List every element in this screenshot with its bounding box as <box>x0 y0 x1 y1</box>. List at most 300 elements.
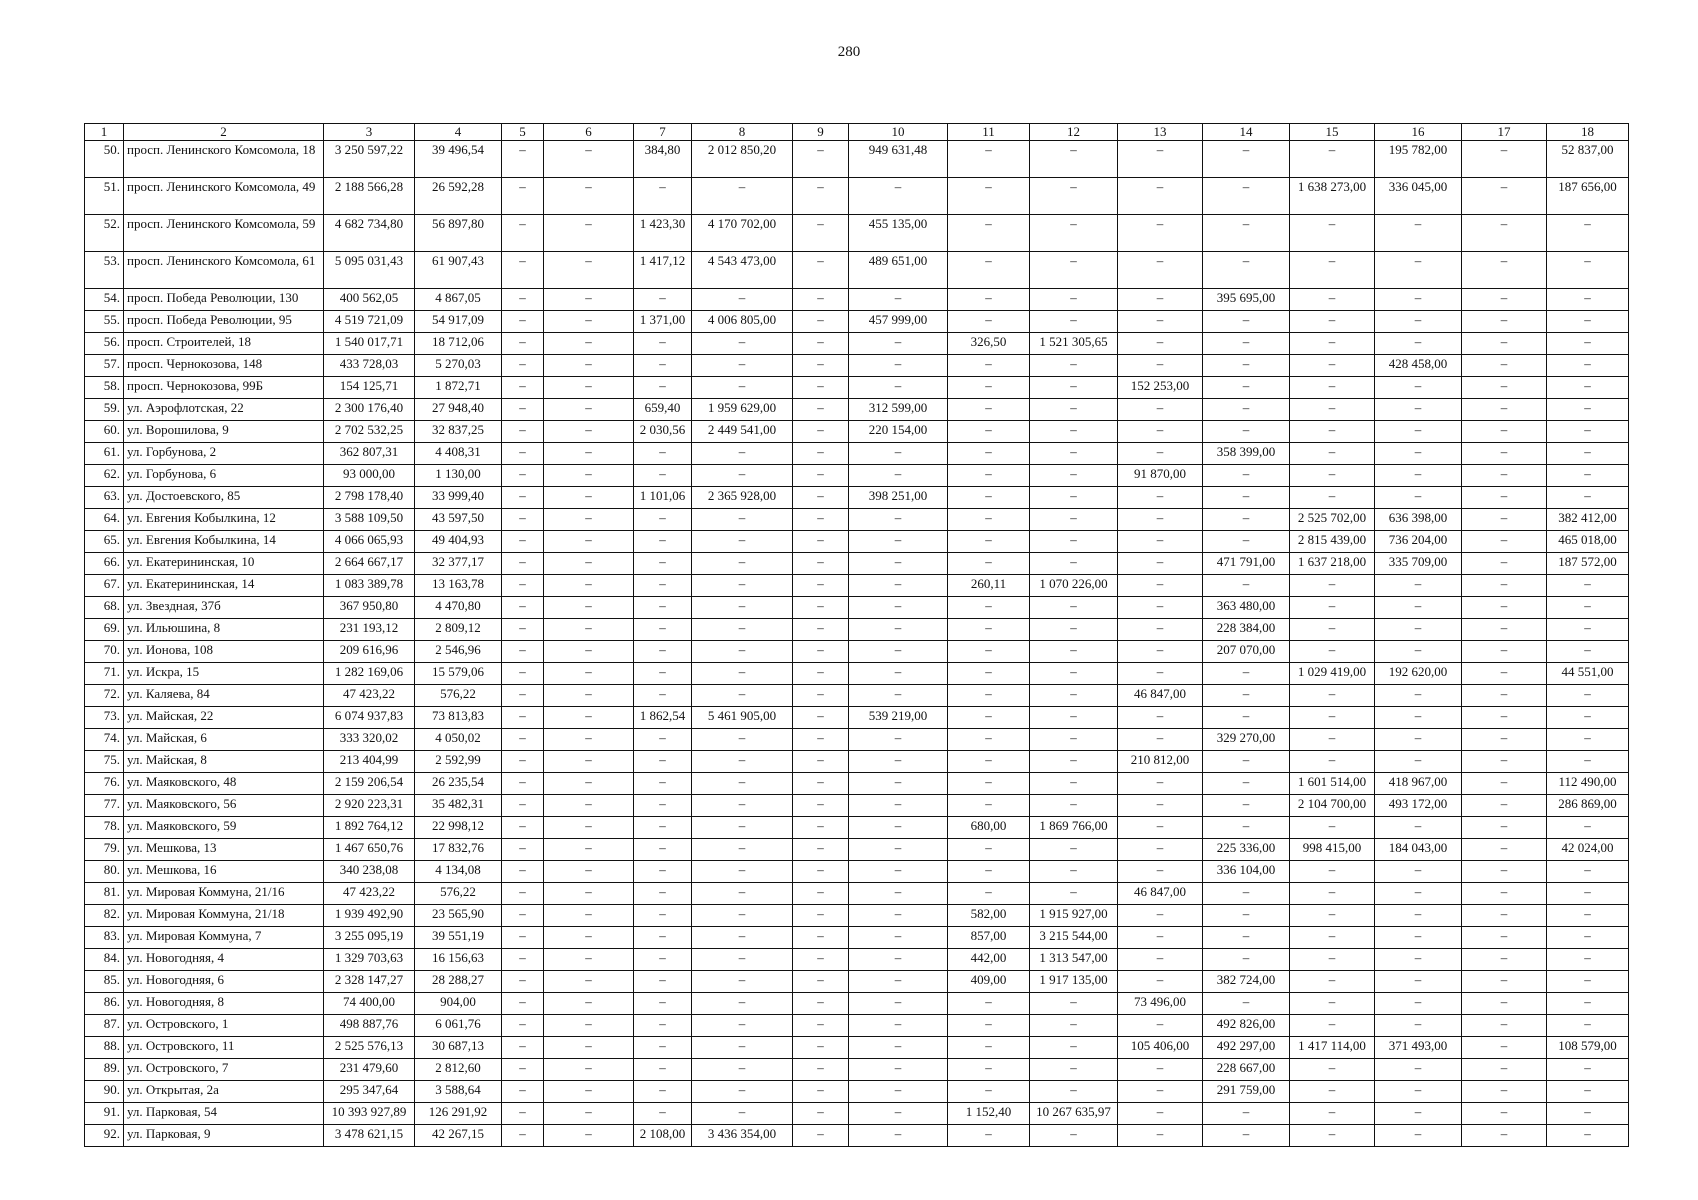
value-cell: – <box>849 289 948 311</box>
value-cell: 17 832,76 <box>415 839 502 861</box>
address-cell: ул. Мировая Коммуна, 21/18 <box>124 905 324 927</box>
value-cell: – <box>948 1125 1030 1147</box>
value-cell: – <box>544 215 634 252</box>
column-header: 9 <box>793 124 849 141</box>
value-cell: – <box>544 707 634 729</box>
value-cell: – <box>544 509 634 531</box>
value-cell: – <box>1375 883 1462 905</box>
value-cell: – <box>502 597 544 619</box>
value-cell: – <box>502 817 544 839</box>
row-number-cell: 84. <box>85 949 124 971</box>
value-cell: – <box>502 377 544 399</box>
value-cell: – <box>1203 421 1290 443</box>
table-row <box>85 883 1629 905</box>
row-number-cell: 54. <box>85 289 124 311</box>
value-cell: 73 496,00 <box>1118 993 1203 1015</box>
value-cell: – <box>1375 252 1462 289</box>
value-cell: – <box>502 333 544 355</box>
value-cell: – <box>1118 905 1203 927</box>
value-cell: 2 104 700,00 <box>1290 795 1375 817</box>
value-cell: – <box>1547 619 1629 641</box>
value-cell: – <box>1203 795 1290 817</box>
value-cell: – <box>1290 377 1375 399</box>
value-cell: – <box>849 773 948 795</box>
value-cell: – <box>634 553 692 575</box>
row-number-cell: 55. <box>85 311 124 333</box>
address-cell: ул. Островского, 1 <box>124 1015 324 1037</box>
value-cell: 3 255 095,19 <box>324 927 415 949</box>
value-cell: – <box>544 553 634 575</box>
value-cell: – <box>1030 1015 1118 1037</box>
value-cell: – <box>1290 311 1375 333</box>
value-cell: 680,00 <box>948 817 1030 839</box>
value-cell: – <box>948 1037 1030 1059</box>
value-cell: – <box>634 817 692 839</box>
address-cell: ул. Парковая, 54 <box>124 1103 324 1125</box>
value-cell: – <box>849 663 948 685</box>
value-cell: – <box>1118 817 1203 839</box>
value-cell: – <box>849 1059 948 1081</box>
value-cell: 3 250 597,22 <box>324 141 415 178</box>
value-cell: – <box>793 1059 849 1081</box>
table-row <box>85 421 1629 443</box>
address-cell: ул. Ионова, 108 <box>124 641 324 663</box>
value-cell: – <box>849 333 948 355</box>
value-cell: – <box>502 443 544 465</box>
value-cell: – <box>793 707 849 729</box>
value-cell: – <box>692 575 793 597</box>
value-cell: – <box>1290 641 1375 663</box>
value-cell: – <box>634 795 692 817</box>
address-cell: ул. Евгения Кобылкина, 12 <box>124 509 324 531</box>
value-cell: 336 104,00 <box>1203 861 1290 883</box>
value-cell: 400 562,05 <box>324 289 415 311</box>
value-cell: – <box>692 355 793 377</box>
value-cell: – <box>1375 1125 1462 1147</box>
row-number-cell: 81. <box>85 883 124 905</box>
value-cell: – <box>948 751 1030 773</box>
value-cell: – <box>849 971 948 993</box>
value-cell: – <box>1290 355 1375 377</box>
value-cell: 47 423,22 <box>324 883 415 905</box>
value-cell: – <box>1290 905 1375 927</box>
value-cell: – <box>793 993 849 1015</box>
value-cell: – <box>1547 597 1629 619</box>
address-cell: ул. Новогодняя, 6 <box>124 971 324 993</box>
value-cell: – <box>1118 443 1203 465</box>
value-cell: – <box>1462 619 1547 641</box>
value-cell: 4 050,02 <box>415 729 502 751</box>
value-cell: – <box>502 685 544 707</box>
value-cell: – <box>1118 795 1203 817</box>
value-cell: – <box>692 773 793 795</box>
value-cell: – <box>692 1059 793 1081</box>
value-cell: – <box>1118 597 1203 619</box>
value-cell: – <box>1118 1103 1203 1125</box>
value-cell: – <box>793 421 849 443</box>
address-cell: просп. Ленинского Комсомола, 49 <box>124 178 324 215</box>
value-cell: – <box>1030 252 1118 289</box>
value-cell: 335 709,00 <box>1375 553 1462 575</box>
value-cell: – <box>948 839 1030 861</box>
value-cell: – <box>1030 839 1118 861</box>
value-cell: – <box>1547 729 1629 751</box>
value-cell: – <box>1290 289 1375 311</box>
value-cell: 2 300 176,40 <box>324 399 415 421</box>
value-cell: – <box>793 531 849 553</box>
table-row <box>85 355 1629 377</box>
address-cell: ул. Евгения Кобылкина, 14 <box>124 531 324 553</box>
value-cell: 2 030,56 <box>634 421 692 443</box>
row-number-cell: 57. <box>85 355 124 377</box>
value-cell: – <box>793 817 849 839</box>
value-cell: – <box>948 619 1030 641</box>
value-cell: – <box>793 839 849 861</box>
value-cell: – <box>544 817 634 839</box>
value-cell: – <box>849 927 948 949</box>
value-cell: – <box>1030 443 1118 465</box>
value-cell: – <box>1290 707 1375 729</box>
row-number-cell: 78. <box>85 817 124 839</box>
table-row <box>85 1103 1629 1125</box>
value-cell: – <box>948 399 1030 421</box>
value-cell: – <box>849 1125 948 1147</box>
row-number-cell: 72. <box>85 685 124 707</box>
value-cell: – <box>793 311 849 333</box>
value-cell: – <box>1462 421 1547 443</box>
value-cell: – <box>1118 355 1203 377</box>
row-number-cell: 58. <box>85 377 124 399</box>
value-cell: – <box>544 421 634 443</box>
value-cell: – <box>1030 141 1118 178</box>
value-cell: – <box>793 487 849 509</box>
value-cell: – <box>1462 141 1547 178</box>
value-cell: – <box>692 1015 793 1037</box>
value-cell: – <box>634 465 692 487</box>
column-header: 6 <box>544 124 634 141</box>
value-cell: – <box>793 377 849 399</box>
value-cell: – <box>1375 949 1462 971</box>
value-cell: – <box>948 861 1030 883</box>
value-cell: 6 074 937,83 <box>324 707 415 729</box>
value-cell: – <box>1375 971 1462 993</box>
value-cell: – <box>634 949 692 971</box>
column-header: 13 <box>1118 124 1203 141</box>
address-cell: ул. Маяковского, 48 <box>124 773 324 795</box>
value-cell: – <box>793 465 849 487</box>
value-cell: – <box>1547 949 1629 971</box>
value-cell: 1 862,54 <box>634 707 692 729</box>
value-cell: 409,00 <box>948 971 1030 993</box>
value-cell: – <box>948 773 1030 795</box>
value-cell: 1 417 114,00 <box>1290 1037 1375 1059</box>
value-cell: 1 130,00 <box>415 465 502 487</box>
value-cell: – <box>544 1125 634 1147</box>
value-cell: 32 837,25 <box>415 421 502 443</box>
value-cell: – <box>1375 215 1462 252</box>
value-cell: – <box>1030 751 1118 773</box>
value-cell: – <box>502 1037 544 1059</box>
value-cell: 358 399,00 <box>1203 443 1290 465</box>
value-cell: – <box>948 487 1030 509</box>
value-cell: – <box>1375 1015 1462 1037</box>
value-cell: – <box>1203 465 1290 487</box>
value-cell: 231 193,12 <box>324 619 415 641</box>
row-number-cell: 73. <box>85 707 124 729</box>
value-cell: – <box>1462 355 1547 377</box>
value-cell: – <box>692 949 793 971</box>
value-cell: – <box>692 971 793 993</box>
value-cell: – <box>544 465 634 487</box>
value-cell: – <box>1030 1125 1118 1147</box>
row-number-cell: 68. <box>85 597 124 619</box>
table-row <box>85 1081 1629 1103</box>
value-cell: 1 329 703,63 <box>324 949 415 971</box>
table-row <box>85 619 1629 641</box>
value-cell: 1 070 226,00 <box>1030 575 1118 597</box>
value-cell: – <box>793 663 849 685</box>
value-cell: – <box>1118 949 1203 971</box>
row-number-cell: 56. <box>85 333 124 355</box>
table-row <box>85 817 1629 839</box>
value-cell: – <box>544 773 634 795</box>
value-cell: – <box>1203 751 1290 773</box>
value-cell: – <box>502 1103 544 1125</box>
value-cell: – <box>793 685 849 707</box>
value-cell: – <box>544 333 634 355</box>
value-cell: – <box>1203 707 1290 729</box>
value-cell: – <box>502 421 544 443</box>
value-cell: – <box>1203 509 1290 531</box>
address-cell: просп. Ленинского Комсомола, 18 <box>124 141 324 178</box>
value-cell: – <box>948 141 1030 178</box>
value-cell: – <box>1203 949 1290 971</box>
value-cell: 195 782,00 <box>1375 141 1462 178</box>
value-cell: 46 847,00 <box>1118 685 1203 707</box>
value-cell: 26 592,28 <box>415 178 502 215</box>
value-cell: – <box>793 905 849 927</box>
value-cell: 636 398,00 <box>1375 509 1462 531</box>
value-cell: – <box>502 215 544 252</box>
value-cell: 13 163,78 <box>415 575 502 597</box>
value-cell: – <box>634 663 692 685</box>
value-cell: – <box>544 289 634 311</box>
value-cell: – <box>948 465 1030 487</box>
value-cell: 362 807,31 <box>324 443 415 465</box>
value-cell: – <box>1375 751 1462 773</box>
value-cell: – <box>502 1015 544 1037</box>
value-cell: – <box>692 289 793 311</box>
value-cell: – <box>1118 707 1203 729</box>
value-cell: 52 837,00 <box>1547 141 1629 178</box>
value-cell: – <box>1118 927 1203 949</box>
value-cell: – <box>793 1103 849 1125</box>
value-cell: – <box>1118 1015 1203 1037</box>
value-cell: 418 967,00 <box>1375 773 1462 795</box>
value-cell: – <box>1030 531 1118 553</box>
value-cell: 2 815 439,00 <box>1290 531 1375 553</box>
value-cell: 2 812,60 <box>415 1059 502 1081</box>
value-cell: – <box>1118 509 1203 531</box>
value-cell: – <box>502 178 544 215</box>
value-cell: 220 154,00 <box>849 421 948 443</box>
value-cell: – <box>948 311 1030 333</box>
address-cell: ул. Парковая, 9 <box>124 1125 324 1147</box>
value-cell: – <box>948 289 1030 311</box>
value-cell: – <box>692 927 793 949</box>
value-cell: – <box>793 641 849 663</box>
value-cell: – <box>1462 949 1547 971</box>
table-row <box>85 773 1629 795</box>
row-number-cell: 83. <box>85 927 124 949</box>
value-cell: – <box>634 597 692 619</box>
value-cell: 2 546,96 <box>415 641 502 663</box>
value-cell: – <box>544 252 634 289</box>
value-cell: 2 592,99 <box>415 751 502 773</box>
column-header: 5 <box>502 124 544 141</box>
value-cell: – <box>849 795 948 817</box>
value-cell: – <box>1547 443 1629 465</box>
value-cell: – <box>692 1103 793 1125</box>
value-cell: 576,22 <box>415 685 502 707</box>
value-cell: 108 579,00 <box>1547 1037 1629 1059</box>
value-cell: – <box>502 751 544 773</box>
value-cell: – <box>1290 1059 1375 1081</box>
value-cell: – <box>502 707 544 729</box>
value-cell: 6 061,76 <box>415 1015 502 1037</box>
address-cell: ул. Ворошилова, 9 <box>124 421 324 443</box>
value-cell: – <box>1290 971 1375 993</box>
value-cell: 857,00 <box>948 927 1030 949</box>
value-cell: 1 152,40 <box>948 1103 1030 1125</box>
value-cell: – <box>1462 707 1547 729</box>
value-cell: 1 869 766,00 <box>1030 817 1118 839</box>
value-cell: – <box>1547 399 1629 421</box>
value-cell: – <box>793 1125 849 1147</box>
value-cell: – <box>1462 333 1547 355</box>
value-cell: – <box>1203 685 1290 707</box>
value-cell: – <box>502 993 544 1015</box>
address-cell: ул. Искра, 15 <box>124 663 324 685</box>
value-cell: 1 083 389,78 <box>324 575 415 597</box>
value-cell: – <box>634 685 692 707</box>
value-cell: – <box>634 575 692 597</box>
value-cell: 4 519 721,09 <box>324 311 415 333</box>
value-cell: 1 959 629,00 <box>692 399 793 421</box>
value-cell: – <box>502 663 544 685</box>
value-cell: – <box>1375 1059 1462 1081</box>
value-cell: – <box>1203 487 1290 509</box>
value-cell: – <box>692 443 793 465</box>
value-cell: – <box>793 619 849 641</box>
value-cell: – <box>1462 641 1547 663</box>
value-cell: – <box>544 443 634 465</box>
value-cell: – <box>1203 663 1290 685</box>
value-cell: – <box>1118 553 1203 575</box>
column-header: 4 <box>415 124 502 141</box>
value-cell: – <box>1290 399 1375 421</box>
value-cell: – <box>1118 861 1203 883</box>
value-cell: 1 638 273,00 <box>1290 178 1375 215</box>
value-cell: – <box>1030 421 1118 443</box>
table-row <box>85 465 1629 487</box>
column-header: 2 <box>124 124 324 141</box>
row-number-cell: 66. <box>85 553 124 575</box>
value-cell: – <box>1290 597 1375 619</box>
value-cell: 4 408,31 <box>415 443 502 465</box>
value-cell: – <box>948 993 1030 1015</box>
value-cell: 4 682 734,80 <box>324 215 415 252</box>
data-table <box>84 123 1629 1147</box>
value-cell: – <box>692 597 793 619</box>
value-cell: 73 813,83 <box>415 707 502 729</box>
table-row <box>85 839 1629 861</box>
value-cell: 184 043,00 <box>1375 839 1462 861</box>
value-cell: – <box>849 1081 948 1103</box>
value-cell: – <box>1290 443 1375 465</box>
value-cell: – <box>1290 575 1375 597</box>
value-cell: 395 695,00 <box>1203 289 1290 311</box>
value-cell: 2 159 206,54 <box>324 773 415 795</box>
row-number-cell: 87. <box>85 1015 124 1037</box>
value-cell: – <box>1290 685 1375 707</box>
value-cell: 91 870,00 <box>1118 465 1203 487</box>
value-cell: 44 551,00 <box>1547 663 1629 685</box>
value-cell: 398 251,00 <box>849 487 948 509</box>
value-cell: 105 406,00 <box>1118 1037 1203 1059</box>
value-cell: – <box>1203 1103 1290 1125</box>
value-cell: – <box>1290 252 1375 289</box>
value-cell: – <box>1547 355 1629 377</box>
value-cell: – <box>692 839 793 861</box>
value-cell: – <box>634 729 692 751</box>
value-cell: – <box>1290 487 1375 509</box>
address-cell: ул. Майская, 8 <box>124 751 324 773</box>
value-cell: – <box>502 575 544 597</box>
value-cell: 428 458,00 <box>1375 355 1462 377</box>
column-header: 8 <box>692 124 793 141</box>
value-cell: 382 412,00 <box>1547 509 1629 531</box>
value-cell: – <box>948 597 1030 619</box>
row-number-cell: 63. <box>85 487 124 509</box>
value-cell: – <box>1290 861 1375 883</box>
value-cell: – <box>1290 927 1375 949</box>
table-row <box>85 1059 1629 1081</box>
address-cell: ул. Новогодняя, 8 <box>124 993 324 1015</box>
value-cell: – <box>849 861 948 883</box>
value-cell: – <box>502 289 544 311</box>
value-cell: 228 384,00 <box>1203 619 1290 641</box>
value-cell: – <box>1030 641 1118 663</box>
value-cell: – <box>1462 252 1547 289</box>
value-cell: – <box>849 905 948 927</box>
row-number-cell: 79. <box>85 839 124 861</box>
value-cell: – <box>1030 707 1118 729</box>
value-cell: 1 521 305,65 <box>1030 333 1118 355</box>
value-cell: – <box>1290 1081 1375 1103</box>
value-cell: – <box>948 178 1030 215</box>
value-cell: – <box>849 839 948 861</box>
value-cell: 22 998,12 <box>415 817 502 839</box>
address-cell: ул. Мешкова, 13 <box>124 839 324 861</box>
address-cell: ул. Ильюшина, 8 <box>124 619 324 641</box>
address-cell: ул. Горбунова, 2 <box>124 443 324 465</box>
value-cell: 46 847,00 <box>1118 883 1203 905</box>
row-number-cell: 89. <box>85 1059 124 1081</box>
value-cell: – <box>1203 905 1290 927</box>
value-cell: – <box>849 817 948 839</box>
value-cell: – <box>1030 685 1118 707</box>
